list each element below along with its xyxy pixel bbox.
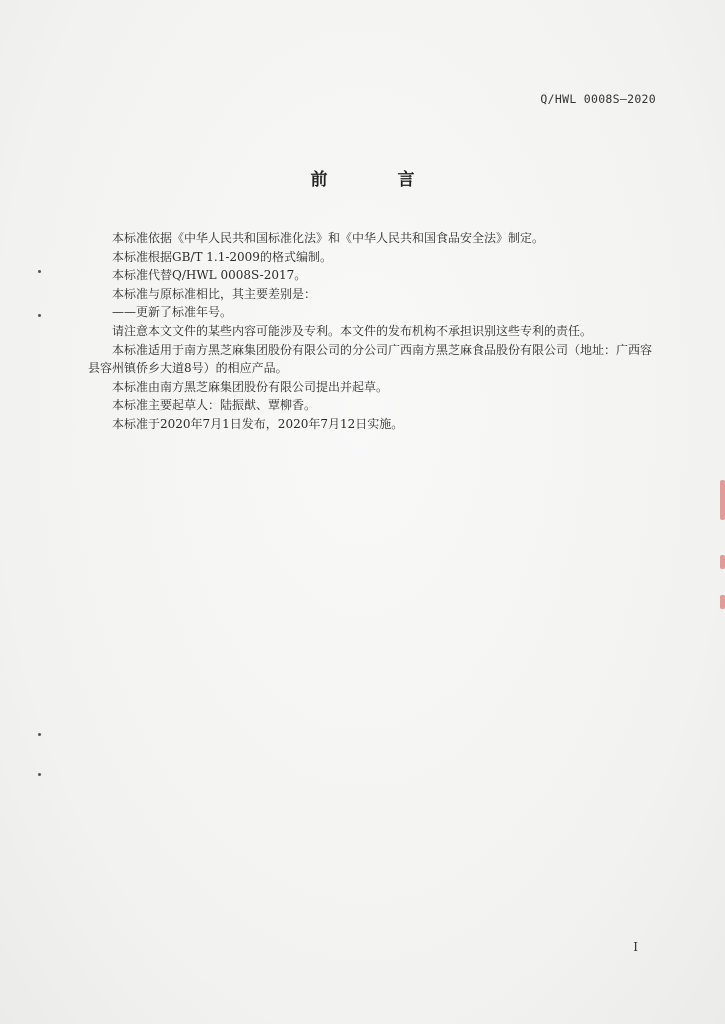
page-title: 前 言 xyxy=(310,170,447,190)
page-number: I xyxy=(633,940,638,954)
paragraph-patent-notice: 请注意本文文件的某些内容可能涉及专利。本文件的发布机构不承担识别这些专利的责任。 xyxy=(112,323,593,338)
paragraph-scope: 本标准适用于南方黑芝麻集团股份有限公司的分公司广西南方黑芝麻食品股份有限公司（地址：广西容县容州镇侨乡大道8号）的相应产品。 xyxy=(88,342,653,376)
document-code: Q/HWL 0008S—2020 xyxy=(540,92,656,106)
scan-edge-mark xyxy=(720,555,725,569)
foreword-body xyxy=(88,229,663,434)
scan-speck xyxy=(38,270,41,273)
paragraph-format: 本标准根据GB/T 1.1-2009的格式编制。 xyxy=(112,249,332,264)
paragraph-difference-item: ——更新了标准年号。 xyxy=(112,305,233,320)
scan-speck xyxy=(38,314,41,317)
scan-edge-mark xyxy=(720,595,725,609)
scan-edge-mark xyxy=(720,480,725,520)
paragraph-drafters: 本标准主要起草人：陆振猷、覃柳香。 xyxy=(112,398,317,413)
paragraph-proposer: 本标准由南方黑芝麻集团股份有限公司提出并起草。 xyxy=(112,379,389,394)
paragraph-dates: 本标准于2020年7月1日发布，2020年7月12日实施。 xyxy=(112,416,404,431)
paragraph-replaces: 本标准代替Q/HWL 0008S-2017。 xyxy=(112,268,307,283)
paragraph-legal-basis: 本标准依据《中华人民共和国标准化法》和《中华人民共和国食品安全法》制定。 xyxy=(112,231,545,245)
paragraph-differences: 本标准与原标准相比，其主要差别是： xyxy=(112,286,317,301)
scan-speck xyxy=(38,773,41,776)
scan-speck xyxy=(38,733,41,736)
